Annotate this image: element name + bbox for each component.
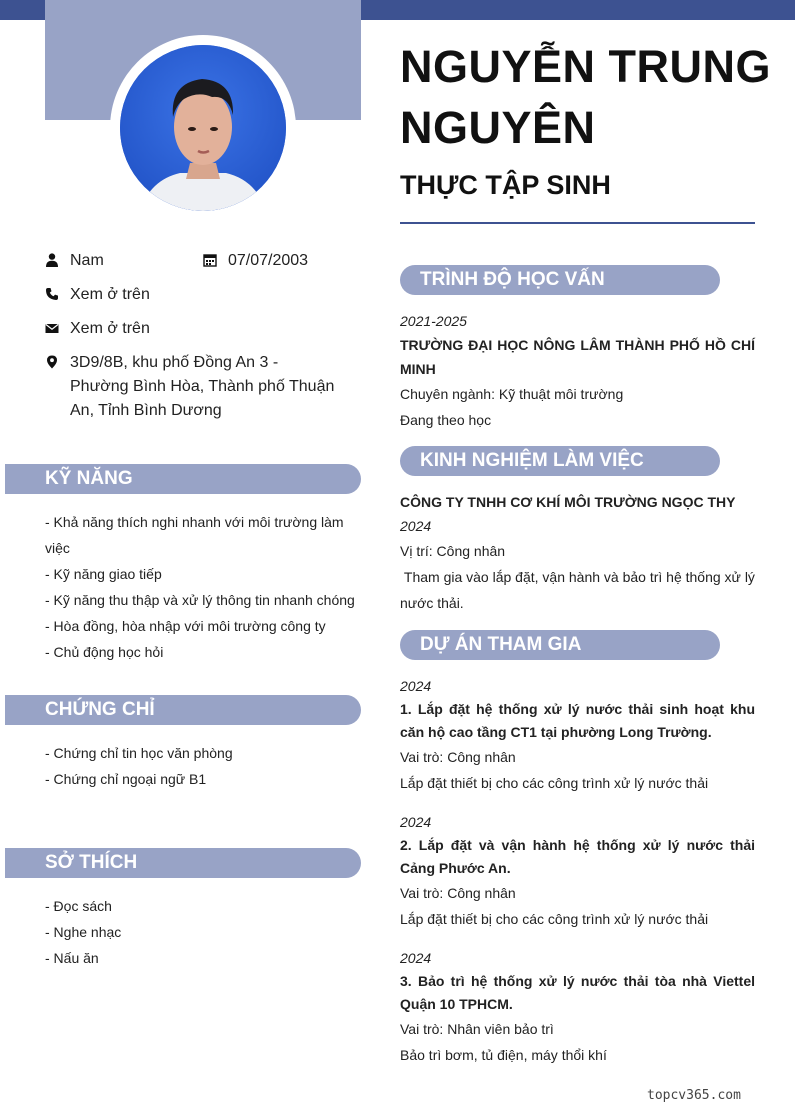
- experience-block: [400, 490, 759, 616]
- phone-row: [45, 283, 150, 307]
- certs-list: [45, 740, 355, 792]
- list-item: - Kỹ năng giao tiếp: [45, 566, 162, 582]
- calendar-icon: [203, 249, 228, 273]
- list-item: - Đọc sách: [45, 898, 112, 914]
- experience-description: Tham gia vào lắp đặt, vận hành và bảo trì hệ thống xử lý nước thải.: [400, 569, 759, 611]
- education-school: TRƯỜNG ĐẠI HỌC NÔNG LÂM THÀNH PHỐ HỒ CHÍ MINH: [400, 337, 755, 377]
- project-description: Lắp đặt thiết bị cho các công trình xử lý nước thải: [400, 775, 709, 791]
- address-row: [45, 351, 340, 423]
- address-value: 3D9/8B, khu phố Đồng An 3 - Phường Bình Hòa, Thành phố Thuận An, Tỉnh Bình Dương: [70, 354, 335, 419]
- avatar-portrait: [120, 45, 286, 211]
- education-period: 2021-2025: [400, 313, 467, 329]
- hobbies-list: [45, 893, 355, 971]
- person-icon: [45, 249, 70, 273]
- project-item: [400, 810, 755, 932]
- project-description: Bảo trì bơm, tủ điện, máy thổi khí: [400, 1047, 607, 1063]
- project-role: Vai trò: Công nhân: [400, 885, 516, 901]
- experience-company: CÔNG TY TNHH CƠ KHÍ MÔI TRƯỜNG NGỌC THY: [400, 494, 736, 510]
- certs-heading: CHỨNG CHỈ: [5, 695, 361, 725]
- project-title: 3. Bảo trì hệ thống xử lý nước thải tòa nhà Viettel Quận 10 TPHCM.: [400, 973, 755, 1012]
- experience-position: Vị trí: Công nhân: [400, 543, 506, 559]
- candidate-name: NGUYỄN TRUNG NGUYÊN: [400, 41, 772, 153]
- phone-icon: [45, 283, 70, 307]
- project-title: 2. Lắp đặt và vận hành hệ thống xử lý nước thải Cảng Phước An.: [400, 837, 755, 876]
- email-row: [45, 317, 150, 341]
- list-item: - Chủ động học hỏi: [45, 644, 164, 660]
- birthday-row: [203, 249, 308, 273]
- project-role: Vai trò: Nhân viên bảo trì: [400, 1021, 554, 1037]
- project-role: Vai trò: Công nhân: [400, 749, 516, 765]
- projects-heading: DỰ ÁN THAM GIA: [400, 630, 720, 660]
- project-year: 2024: [400, 678, 432, 694]
- birthday-value: 07/07/2003: [228, 252, 309, 269]
- title-divider: [400, 222, 755, 224]
- gender-value: Nam: [70, 252, 104, 269]
- project-item: [400, 674, 755, 796]
- project-description: Lắp đặt thiết bị cho các công trình xử lý nước thải: [400, 911, 709, 927]
- email-value: Xem ở trên: [70, 320, 150, 337]
- education-block: [400, 309, 755, 433]
- project-item: [400, 946, 755, 1068]
- list-item: - Hòa đồng, hòa nhập với môi trường công ty: [45, 618, 326, 634]
- skills-list: [45, 509, 355, 665]
- list-item: - Khả năng thích nghi nhanh với môi trường làm việc: [45, 514, 344, 556]
- list-item: - Nghe nhạc: [45, 924, 122, 940]
- location-pin-icon: [45, 351, 70, 423]
- skills-heading: KỸ NĂNG: [5, 464, 361, 494]
- education-status: Đang theo học: [400, 412, 492, 428]
- project-year: 2024: [400, 814, 432, 830]
- avatar: [120, 45, 286, 211]
- list-item: - Kỹ năng thu thập và xử lý thông tin nhanh chóng: [45, 592, 355, 608]
- experience-year: 2024: [400, 518, 432, 534]
- watermark: topcv365.com: [647, 1088, 741, 1103]
- project-title: 1. Lắp đặt hệ thống xử lý nước thải sinh hoạt khu căn hộ cao tầng CT1 tại phường Long Trường.: [400, 701, 755, 740]
- email-icon: [45, 317, 70, 341]
- job-title: THỰC TẬP SINH: [400, 170, 611, 200]
- list-item: - Nấu ăn: [45, 950, 99, 966]
- project-year: 2024: [400, 950, 432, 966]
- education-heading: TRÌNH ĐỘ HỌC VẤN: [400, 265, 720, 295]
- gender-row: [45, 249, 104, 273]
- experience-heading: KINH NGHIỆM LÀM VIỆC: [400, 446, 720, 476]
- list-item: - Chứng chỉ tin học văn phòng: [45, 745, 233, 761]
- education-major: Chuyên ngành: Kỹ thuật môi trường: [400, 386, 624, 402]
- hobbies-heading: SỞ THÍCH: [5, 848, 361, 878]
- phone-value: Xem ở trên: [70, 286, 150, 303]
- list-item: - Chứng chỉ ngoại ngữ B1: [45, 771, 207, 787]
